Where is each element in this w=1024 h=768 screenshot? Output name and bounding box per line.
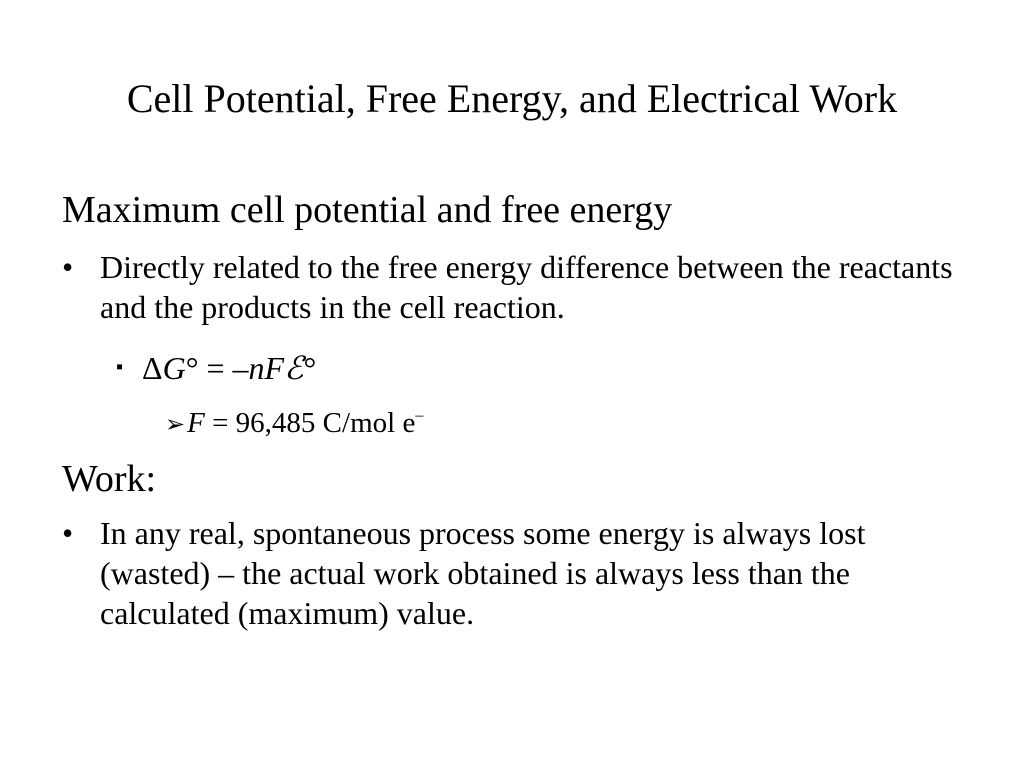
var-n: n (248, 350, 265, 386)
faraday-constant-line (165, 405, 423, 443)
section-heading-max-potential: Maximum cell potential and free energy (62, 189, 673, 231)
arrow-bullet-icon: ➢ (165, 412, 186, 438)
equation-line (116, 347, 316, 388)
electron-charge-sup: – (415, 407, 424, 424)
bullet-free-energy-relation (62, 247, 962, 327)
var-G: G (162, 350, 186, 386)
delta-symbol: Δ (142, 350, 163, 386)
bullet-work-loss (62, 513, 962, 633)
bullet-marker: • (62, 515, 74, 551)
var-F-constant: F (187, 407, 205, 439)
section-heading-work: Work: (62, 458, 157, 500)
slide-title: Cell Potential, Free Energy, and Electrical Work (126, 76, 898, 121)
bullet-text: In any real, spontaneous process some energy is always lost (wasted) – the actual work obtained is always less than the calculated (maximum) value. (100, 515, 866, 631)
faraday-value: = 96,485 C/mol e (204, 407, 416, 439)
bullet-text: Directly related to the free energy difference between the reactants and the products in the cell reaction. (100, 249, 953, 325)
var-F: F (264, 350, 285, 386)
degree-equals-minus: ° = – (185, 350, 249, 386)
bullet-marker: • (62, 249, 74, 285)
var-E: ℰ (284, 350, 304, 386)
square-bullet-icon: ▪ (116, 356, 124, 378)
degree-symbol: ° (303, 350, 317, 386)
